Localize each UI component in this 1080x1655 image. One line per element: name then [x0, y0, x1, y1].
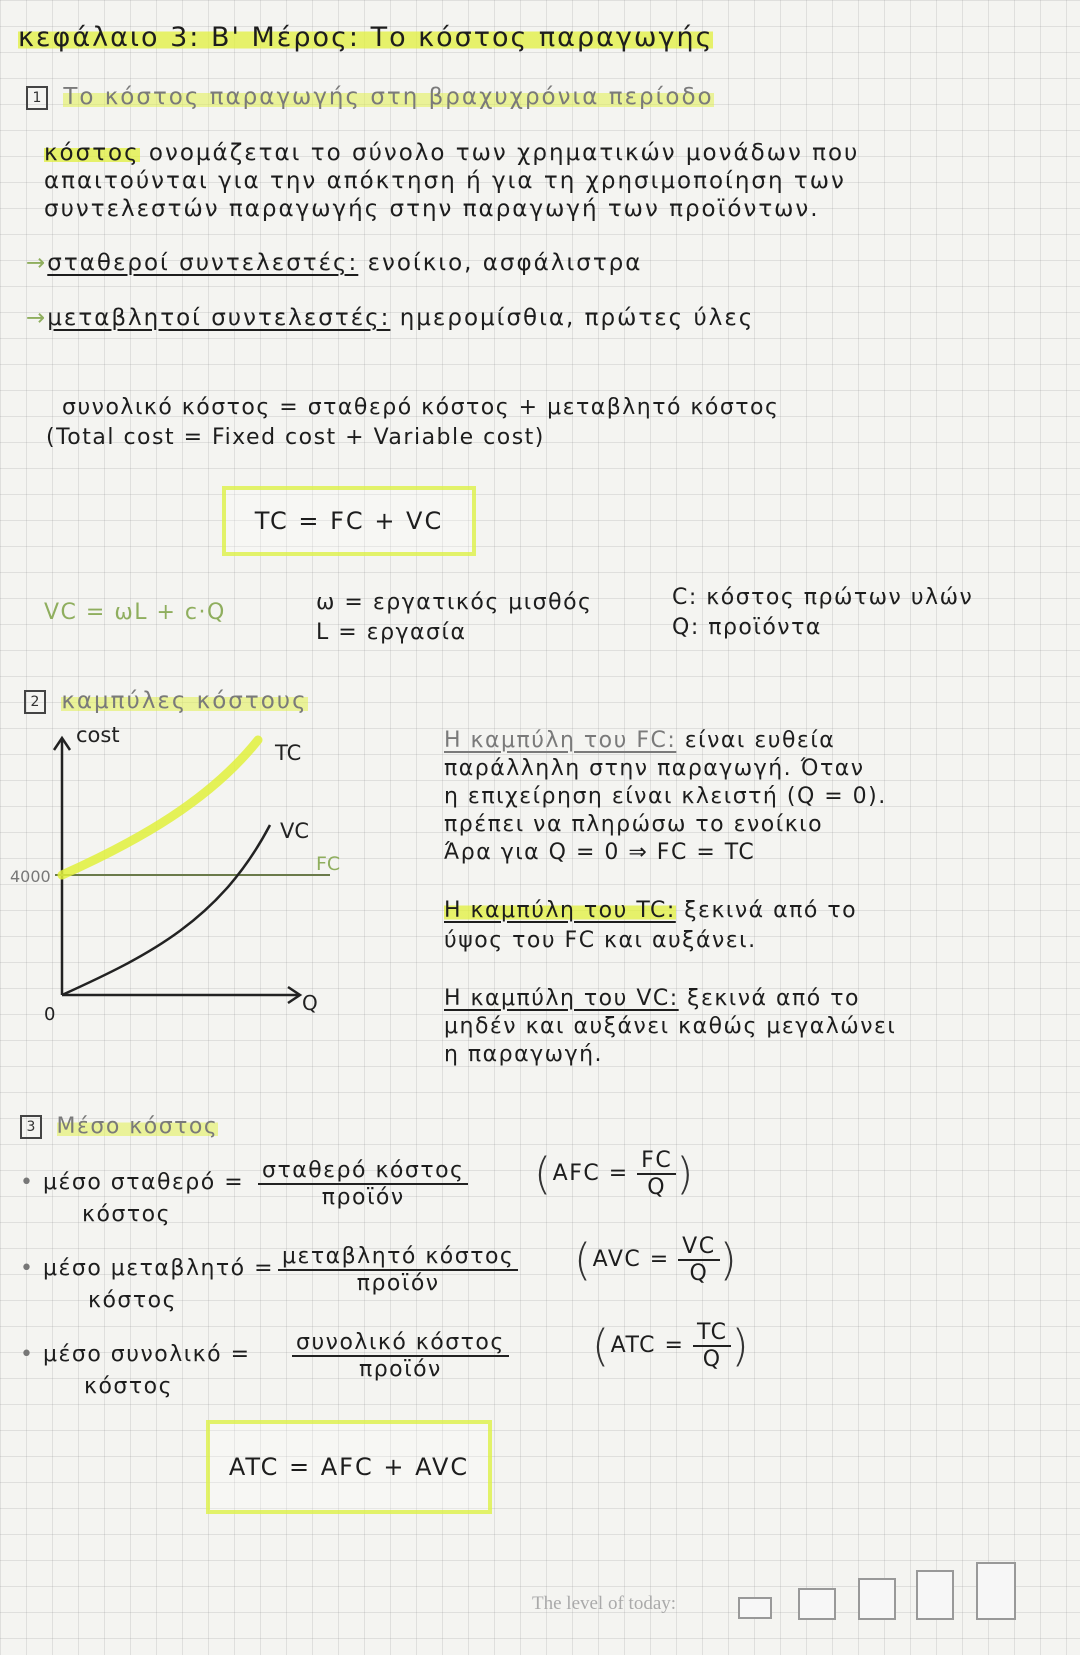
variable-factors-line: →μεταβλητοί συντελεστές: ημερομίσθια, πρώτες ύλες [26, 305, 755, 331]
legend-q: Q: προϊόντα [672, 615, 822, 640]
afc-numerator: σταθερό κόστος [258, 1158, 468, 1185]
total-cost-greek: συνολικό κόστος = σταθερό κόστος + μεταβλητό κόστος [62, 395, 780, 420]
fc-label: FC [316, 853, 341, 875]
afc-fraction [258, 1158, 468, 1210]
atc-numerator: συνολικό κόστος [292, 1330, 509, 1357]
cost-curves-chart [0, 720, 420, 1040]
bullet-icon: • [20, 1256, 35, 1281]
fc-explanation-line-2: παράλληλη στην παραγωγή. Όταν [444, 756, 865, 781]
origin-label: 0 [44, 1004, 56, 1025]
tc-label: TC [275, 741, 302, 765]
fc-explanation-line-3: η επιχείρηση είναι κλειστή (Q = 0). [444, 784, 887, 809]
vc-formula: VC = ωL + c·Q [44, 600, 226, 625]
vc-explanation-line-3: η παραγωγή. [444, 1042, 604, 1067]
vc-explanation-line-1: Η καμπύλη του VC: ξεκινά από το [444, 986, 860, 1011]
atc-fraction [292, 1330, 509, 1382]
level-box-4[interactable] [916, 1570, 954, 1620]
bullet-icon: • [20, 1342, 35, 1367]
footer-text: The level of today: [532, 1593, 677, 1614]
fixed-factors-line: →σταθεροί συντελεστές: ενοίκιο, ασφάλιστρα [26, 250, 643, 276]
atc-name-line-1: • μέσο συνολικό = [20, 1342, 251, 1367]
avc-denominator: προϊόν [356, 1271, 440, 1296]
total-cost-english: (Total cost = Fixed cost + Variable cost) [46, 425, 545, 450]
legend-l: L = εργασία [316, 620, 467, 645]
arrow-right-icon: → [26, 305, 48, 331]
fc-explanation-line-5: Άρα για Q = 0 ⇒ FC = TC [444, 840, 756, 865]
tc-explanation-line-2: ύψος του FC και αυξάνει. [444, 928, 757, 953]
vc-explanation-line-2: μηδέν και αυξάνει καθώς μεγαλώνει [444, 1014, 897, 1039]
section-2-number: 2 [24, 690, 46, 714]
level-box-5[interactable] [976, 1562, 1016, 1620]
section-3-number: 3 [20, 1115, 42, 1139]
definition-line-2: απαιτούνται για την απόκτηση ή για τη χρησιμοποίηση των [44, 168, 846, 194]
fc-explanation-line-4: πρέπει να πληρώσω το ενοίκιο [444, 812, 824, 837]
vc-label: VC [280, 819, 310, 843]
section-2-heading: 2 καμπύλες κόστους [24, 688, 308, 714]
avc-name-line-2: κόστος [88, 1288, 177, 1313]
avc-fraction [278, 1244, 518, 1296]
atc-name-line-2: κόστος [84, 1374, 173, 1399]
level-box-3[interactable] [858, 1578, 896, 1620]
afc-denominator: προϊόν [321, 1185, 405, 1210]
section-3-heading: 3 Μέσο κόστος [20, 1114, 218, 1139]
bullet-icon: • [20, 1170, 35, 1195]
arrow-right-icon: → [26, 250, 48, 276]
afc-abbreviation: (AFC = $\frac{FC}{Q}$ ) [534, 1148, 695, 1200]
tc-curve [62, 740, 258, 875]
afc-name-line-1: • μέσο σταθερό = [20, 1170, 245, 1195]
definition-term: κόστος [44, 140, 140, 166]
x-axis-label: Q [302, 991, 318, 1015]
tc-explanation-line-1: Η καμπύλη του TC: ξεκινά από το [444, 898, 858, 923]
section-1-number: 1 [26, 86, 48, 110]
atc-abbreviation: (ATC = $\frac{TC}{Q}$ ) [592, 1320, 751, 1372]
definition-line-1: κόστος ονομάζεται το σύνολο των χρηματικών μονάδων που [44, 140, 860, 166]
legend-c: C: κόστος πρώτων υλών [672, 585, 974, 610]
fc-value-label: 4000 [10, 867, 51, 886]
atc-sum-formula-box: ATC = AFC + AVC [206, 1420, 492, 1514]
y-axis-label: cost [76, 723, 120, 747]
vc-curve [62, 825, 270, 995]
legend-w: ω = εργατικός μισθός [316, 590, 593, 615]
level-box-2[interactable] [798, 1588, 836, 1620]
page-title: κεφάλαιο 3: Β' Μέρος: Το κόστος παραγωγής [18, 22, 714, 53]
definition-line-3: συντελεστών παραγωγής στην παραγωγή των προϊόντων. [44, 196, 820, 222]
afc-name-line-2: κόστος [82, 1202, 171, 1227]
avc-numerator: μεταβλητό κόστος [278, 1244, 518, 1271]
section-1-heading: 1 Το κόστος παραγωγής στη βραχυχρόνια περίοδο [26, 84, 714, 110]
atc-denominator: προϊόν [358, 1357, 442, 1382]
avc-name-line-1: • μέσο μεταβλητό = [20, 1256, 275, 1281]
avc-abbreviation: (AVC = $\frac{VC}{Q}$ ) [574, 1234, 739, 1286]
tc-formula-box: TC = FC + VC [222, 486, 476, 556]
level-box-1[interactable] [738, 1597, 772, 1619]
fc-explanation-line-1: Η καμπύλη του FC: είναι ευθεία [444, 728, 836, 753]
